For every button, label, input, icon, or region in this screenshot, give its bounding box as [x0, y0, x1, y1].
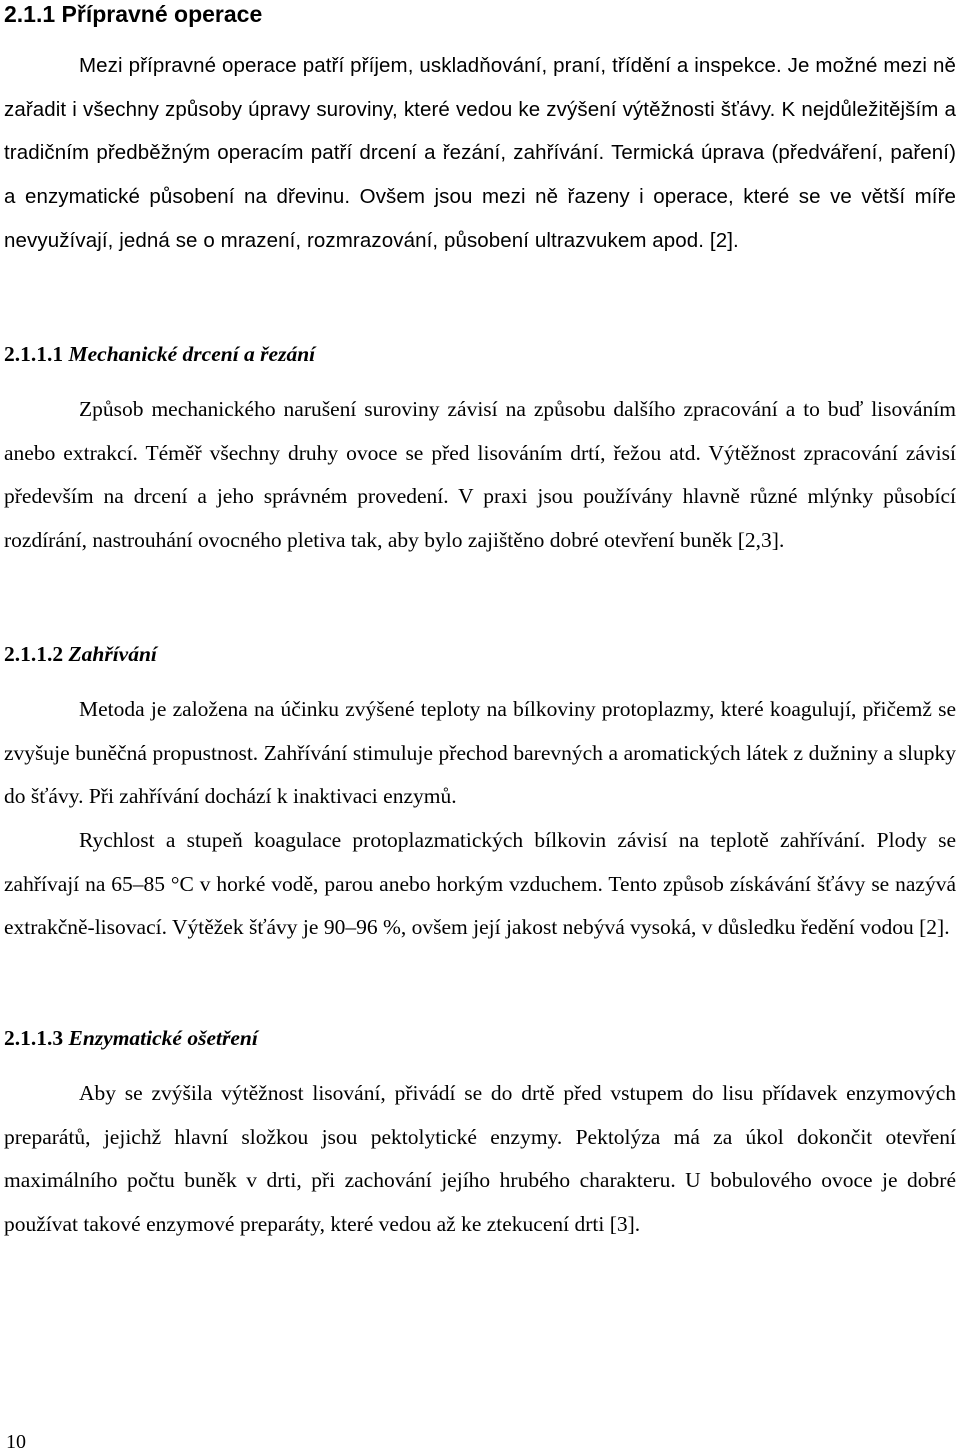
- subsection-number: 2.1.1.3: [4, 1026, 64, 1050]
- section-heading: 2.1.1 Přípravné operace: [4, 1, 263, 27]
- subsection-title: Zahřívání: [68, 642, 157, 666]
- subsection-heading-heating: [4, 640, 157, 668]
- mechanical-paragraph: Způsob mechanického narušení suroviny závisí na způsobu dalšího zpracování a to buď lisováním anebo extrakcí. Téměř všechny druhy ovoce se před lisováním drtí, řežou atd. Výtěžnost zpracování závisí především na drcení a jeho správném provedení. V praxi jsou používány hlavně různé mlýnky působící rozdírání, nastrouhání ovocného pletiva tak, aby bylo zajištěno dobré otevření buněk [2,3].: [4, 397, 956, 552]
- subsection-heading-enzymatic: [4, 1024, 258, 1052]
- subsection-number: 2.1.1.2: [4, 642, 64, 666]
- heating-paragraph-1: Metoda je založena na účinku zvýšené teploty na bílkoviny protoplazmy, které koagulují, přičemž se zvyšuje buněčná propustnost. Zahřívání stimuluje přechod barevných a aromatických látek z dužniny a slupky do šťávy. Při zahřívání dochází k inaktivaci enzymů.: [4, 697, 956, 809]
- page-number: 10: [6, 1431, 26, 1453]
- subsection-title: Enzymatické ošetření: [68, 1026, 258, 1050]
- enzymatic-paragraph: Aby se zvýšila výtěžnost lisování, přivádí se do drtě před vstupem do lisu přídavek enzymových preparátů, jejichž hlavní složkou jsou pektolytické enzymy. Pektolýza má za úkol dokončit otevření maximálního počtu buněk v drti, při zachování jejího hrubého charakteru. U bobulového ovoce je dobré používat takové enzymové preparáty, které vedou až ke ztekucení drti [3].: [4, 1081, 956, 1236]
- intro-paragraph: Mezi přípravné operace patří příjem, uskladňování, praní, třídění a inspekce. Je možné mezi ně zařadit i všechny způsoby úpravy suroviny, které vedou ke zvýšení výtěžnosti šťávy. K nejdůležitějším a tradičním předběžným operacím patří drcení a řezání, zahřívání. Termická úprava (předváření, paření) a enzymatické působení na dřevinu. Ovšem jsou mezi ně řazeny i operace, které se ve větší míře nevyužívají, jedná se o mrazení, rozmrazování, působení ultrazvukem apod. [2].: [4, 54, 956, 252]
- subsection-number: 2.1.1.1: [4, 342, 64, 366]
- subsection-title: Mechanické drcení a řezání: [68, 342, 316, 366]
- heating-paragraph-2: Rychlost a stupeň koagulace protoplazmatických bílkovin závisí na teplotě zahřívání. Plody se zahřívají na 65–85 °C v horké vodě, parou anebo horkým vzduchem. Tento způsob získávání šťávy se nazývá extrakčně-lisovací. Výtěžek šťávy je 90–96 %, ovšem její jakost nebývá vysoká, v důsledku ředění vodou [2].: [4, 828, 956, 940]
- subsection-heading-mechanical: [4, 340, 315, 368]
